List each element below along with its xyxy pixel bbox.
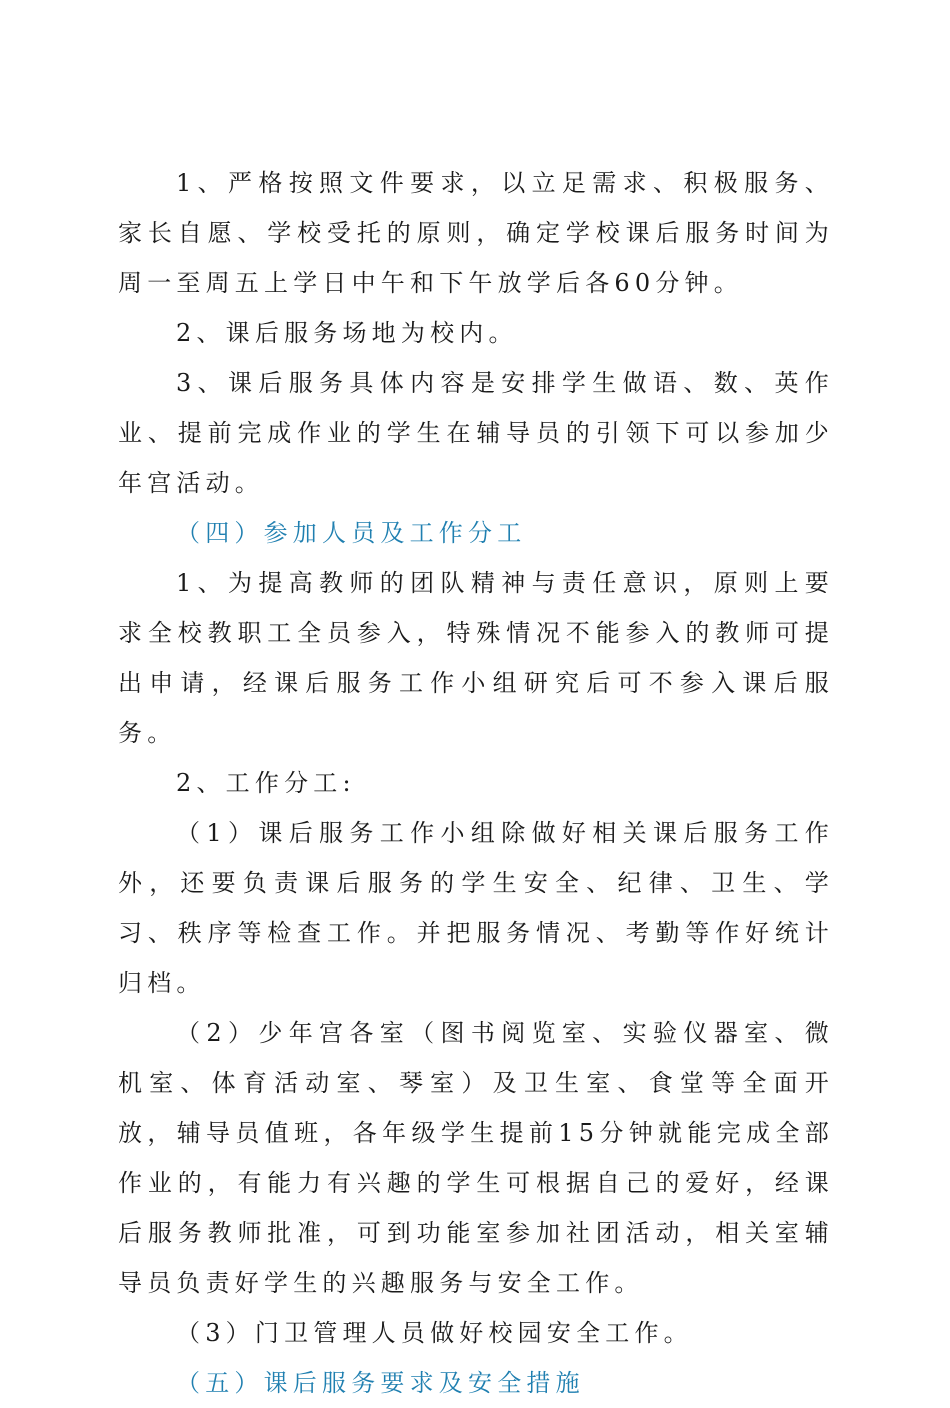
section-heading-personnel: （四）参加人员及工作分工 <box>176 519 527 547</box>
paragraph-service-time: 1、严格按照文件要求，以立足需求、积极服务、家长自愿、学校受托的原则，确定学校课后服务时间为周一至周五上学日中午和下午放学后各60分钟。 <box>118 169 834 297</box>
paragraph-participation: 1、为提高教师的团队精神与责任意识，原则上要求全校教职工全员参入，特殊情况不能参入的教师可提出申请，经课后服务工作小组研究后可不参入课后服务。 <box>118 569 834 747</box>
paragraph-service-content: 3、课后服务具体内容是安排学生做语、数、英作业、提前完成作业的学生在辅导员的引领下可以参加少年宫活动。 <box>118 369 834 497</box>
paragraph-division-2: （2）少年宫各室（图书阅览室、实验仪器室、微机室、体育活动室、琴室）及卫生室、食堂等全面开放，辅导员值班，各年级学生提前15分钟就能完成全部作业的，有能力有兴趣的学生可根据自己的爱好，经课后服务教师批准，可到功能室参加社团活动，相关室辅导员负责好学生的兴趣服务与安全工作。 <box>118 1019 834 1297</box>
paragraph-division-1: （1）课后服务工作小组除做好相关课后服务工作外，还要负责课后服务的学生安全、纪律、卫生、学习、秩序等检查工作。并把服务情况、考勤等作好统计归档。 <box>118 819 834 997</box>
paragraph-division-3: （3）门卫管理人员做好校园安全工作。 <box>176 1319 693 1347</box>
section-heading-requirements: （五）课后服务要求及安全措施 <box>176 1369 585 1397</box>
document-body <box>118 158 834 1408</box>
paragraph-service-location: 2、课后服务场地为校内。 <box>176 319 518 347</box>
paragraph-division-title: 2、工作分工: <box>176 769 356 797</box>
